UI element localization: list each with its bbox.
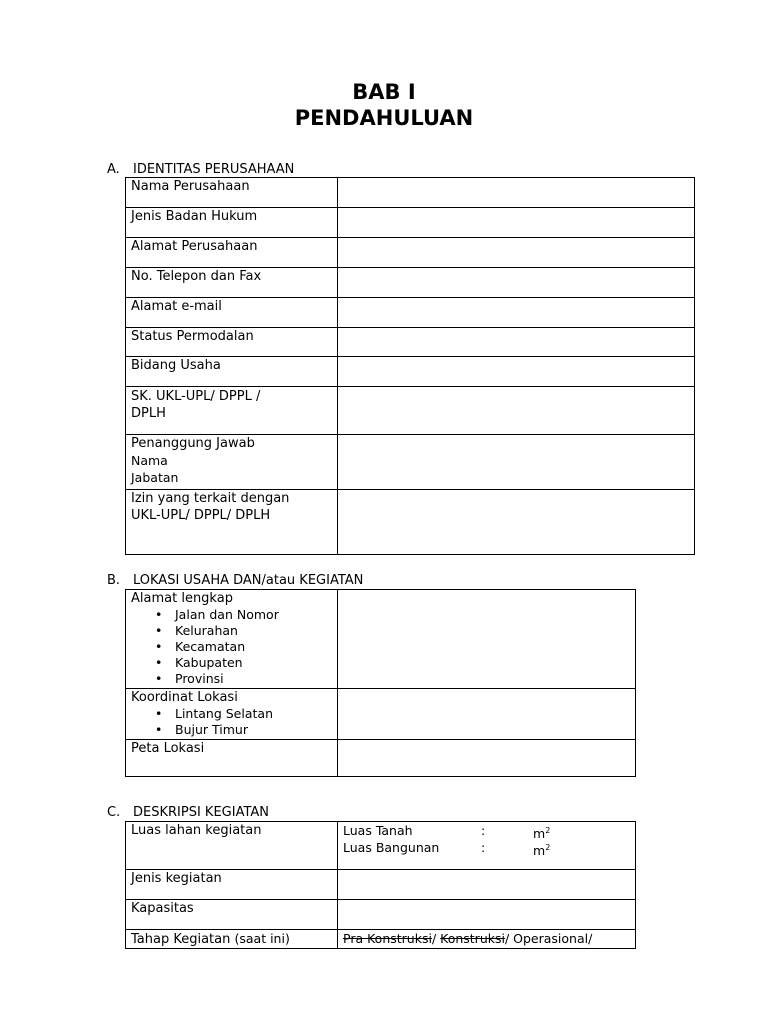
row-label-sk bbox=[126, 387, 338, 435]
doc-title-line1: BAB I bbox=[352, 80, 416, 104]
list-item-text: Kecamatan bbox=[175, 639, 246, 654]
sk-label-line2: DPLH bbox=[131, 406, 166, 421]
doc-title-line2: PENDAHULUAN bbox=[294, 106, 474, 130]
value-cell[interactable] bbox=[338, 435, 695, 490]
sk-label-line1: SK. UKL-UPL/ DPPL / bbox=[131, 389, 261, 404]
table-row bbox=[126, 387, 695, 435]
row-label: Jenis Badan Hukum bbox=[126, 208, 338, 238]
table-row bbox=[126, 328, 695, 357]
row-label-izin bbox=[126, 490, 338, 555]
value-cell[interactable] bbox=[338, 590, 636, 689]
row-label: Kapasitas bbox=[126, 900, 338, 930]
section-b-title: LOKASI USAHA DAN/atau KEGIATAN bbox=[133, 573, 364, 588]
tahap-separator: / bbox=[431, 931, 441, 946]
bullet-icon: • bbox=[155, 722, 163, 737]
value-cell[interactable] bbox=[338, 870, 636, 900]
koordinat-list bbox=[131, 706, 337, 738]
table-row bbox=[126, 435, 695, 490]
table-row bbox=[126, 298, 695, 328]
table-row bbox=[126, 490, 695, 555]
list-item bbox=[155, 706, 337, 722]
list-item bbox=[155, 607, 337, 623]
unit-m2 bbox=[533, 839, 550, 859]
table-row bbox=[126, 870, 636, 900]
list-item bbox=[155, 623, 337, 639]
row-label: Nama Perusahaan bbox=[126, 178, 338, 208]
value-cell[interactable] bbox=[338, 298, 695, 328]
value-cell[interactable] bbox=[338, 238, 695, 268]
row-label: Alamat Perusahaan bbox=[126, 238, 338, 268]
row-label-tahap bbox=[126, 930, 338, 949]
luas-bangunan-line bbox=[343, 839, 635, 859]
tahap-note: (saat ini) bbox=[234, 931, 290, 946]
row-label: Alamat e-mail bbox=[126, 298, 338, 328]
alamat-label: Alamat lengkap bbox=[131, 591, 233, 606]
section-a-letter: A. bbox=[107, 162, 120, 177]
row-label-penanggung-jawab bbox=[126, 435, 338, 490]
table-row bbox=[126, 689, 636, 740]
value-cell[interactable] bbox=[338, 740, 636, 777]
koordinat-label: Koordinat Lokasi bbox=[131, 690, 238, 705]
row-label-alamat bbox=[126, 590, 338, 689]
luas-bangunan-label: Luas Bangunan bbox=[343, 840, 440, 855]
table-row bbox=[126, 930, 636, 949]
bullet-icon: • bbox=[155, 607, 163, 622]
unit-text: m bbox=[533, 826, 546, 842]
value-cell[interactable] bbox=[338, 689, 636, 740]
section-c-heading bbox=[107, 805, 269, 820]
table-row bbox=[126, 208, 695, 238]
bullet-icon: • bbox=[155, 639, 163, 654]
list-item-text: Bujur Timur bbox=[175, 722, 248, 737]
list-item bbox=[155, 655, 337, 671]
table-row bbox=[126, 900, 636, 930]
row-label: Bidang Usaha bbox=[126, 357, 338, 387]
table-lokasi bbox=[125, 589, 636, 777]
bullet-icon: • bbox=[155, 671, 163, 686]
value-cell[interactable] bbox=[338, 490, 695, 555]
izin-label-line2: UKL-UPL/ DPPL/ DPLH bbox=[131, 508, 271, 523]
table-row bbox=[126, 357, 695, 387]
table-row bbox=[126, 822, 636, 870]
row-label: Status Permodalan bbox=[126, 328, 338, 357]
row-label: Jenis kegiatan bbox=[126, 870, 338, 900]
alamat-list bbox=[131, 607, 337, 687]
colon: : bbox=[481, 840, 486, 855]
bullet-icon: • bbox=[155, 655, 163, 670]
row-label: No. Telepon dan Fax bbox=[126, 268, 338, 298]
table-row bbox=[126, 590, 636, 689]
tahap-value-cell[interactable] bbox=[338, 930, 636, 949]
value-cell[interactable] bbox=[338, 268, 695, 298]
list-item bbox=[155, 639, 337, 655]
pj-jabatan-label: Jabatan bbox=[131, 470, 179, 485]
tahap-konstruksi: Konstruksi bbox=[440, 931, 505, 946]
colon: : bbox=[481, 823, 486, 838]
value-cell[interactable] bbox=[338, 387, 695, 435]
value-cell[interactable] bbox=[338, 178, 695, 208]
unit-sup: 2 bbox=[545, 843, 551, 852]
tahap-operasional: / Operasional/ bbox=[504, 931, 593, 946]
list-item-text: Kelurahan bbox=[175, 623, 238, 638]
row-label-koordinat bbox=[126, 689, 338, 740]
luas-tanah-label: Luas Tanah bbox=[343, 823, 413, 838]
section-c-letter: C. bbox=[107, 805, 121, 820]
table-row bbox=[126, 740, 636, 777]
bullet-icon: • bbox=[155, 706, 163, 721]
list-item-text: Lintang Selatan bbox=[175, 706, 273, 721]
section-b-heading bbox=[107, 573, 363, 588]
list-item bbox=[155, 722, 337, 738]
section-a-title: IDENTITAS PERUSAHAAN bbox=[133, 162, 295, 177]
value-cell[interactable] bbox=[338, 900, 636, 930]
row-label-peta: Peta Lokasi bbox=[126, 740, 338, 777]
tahap-pra-konstruksi: Pra Konstruksi bbox=[343, 931, 432, 946]
table-row bbox=[126, 178, 695, 208]
list-item bbox=[155, 671, 337, 687]
bullet-icon: • bbox=[155, 623, 163, 638]
section-c-title: DESKRIPSI KEGIATAN bbox=[133, 805, 270, 820]
section-a-heading bbox=[107, 162, 294, 177]
table-row bbox=[126, 238, 695, 268]
list-item-text: Provinsi bbox=[175, 671, 224, 686]
izin-label-line1: Izin yang terkait dengan bbox=[131, 491, 290, 506]
value-cell[interactable] bbox=[338, 208, 695, 238]
value-cell[interactable] bbox=[338, 357, 695, 387]
pj-nama-label: Nama bbox=[131, 453, 168, 468]
list-item-text: Kabupaten bbox=[175, 655, 243, 670]
section-b-letter: B. bbox=[107, 573, 121, 588]
table-deskripsi bbox=[125, 821, 636, 949]
luas-tanah-line bbox=[343, 822, 635, 842]
pj-label: Penanggung Jawab bbox=[131, 436, 255, 451]
unit-sup: 2 bbox=[545, 826, 551, 835]
table-row bbox=[126, 268, 695, 298]
tahap-label: Tahap Kegiatan bbox=[131, 932, 231, 947]
luas-cell[interactable] bbox=[338, 822, 636, 870]
table-identitas bbox=[125, 177, 695, 555]
row-label: Luas lahan kegiatan bbox=[126, 822, 338, 870]
value-cell[interactable] bbox=[338, 328, 695, 357]
unit-text: m bbox=[533, 843, 546, 859]
list-item-text: Jalan dan Nomor bbox=[175, 607, 279, 622]
